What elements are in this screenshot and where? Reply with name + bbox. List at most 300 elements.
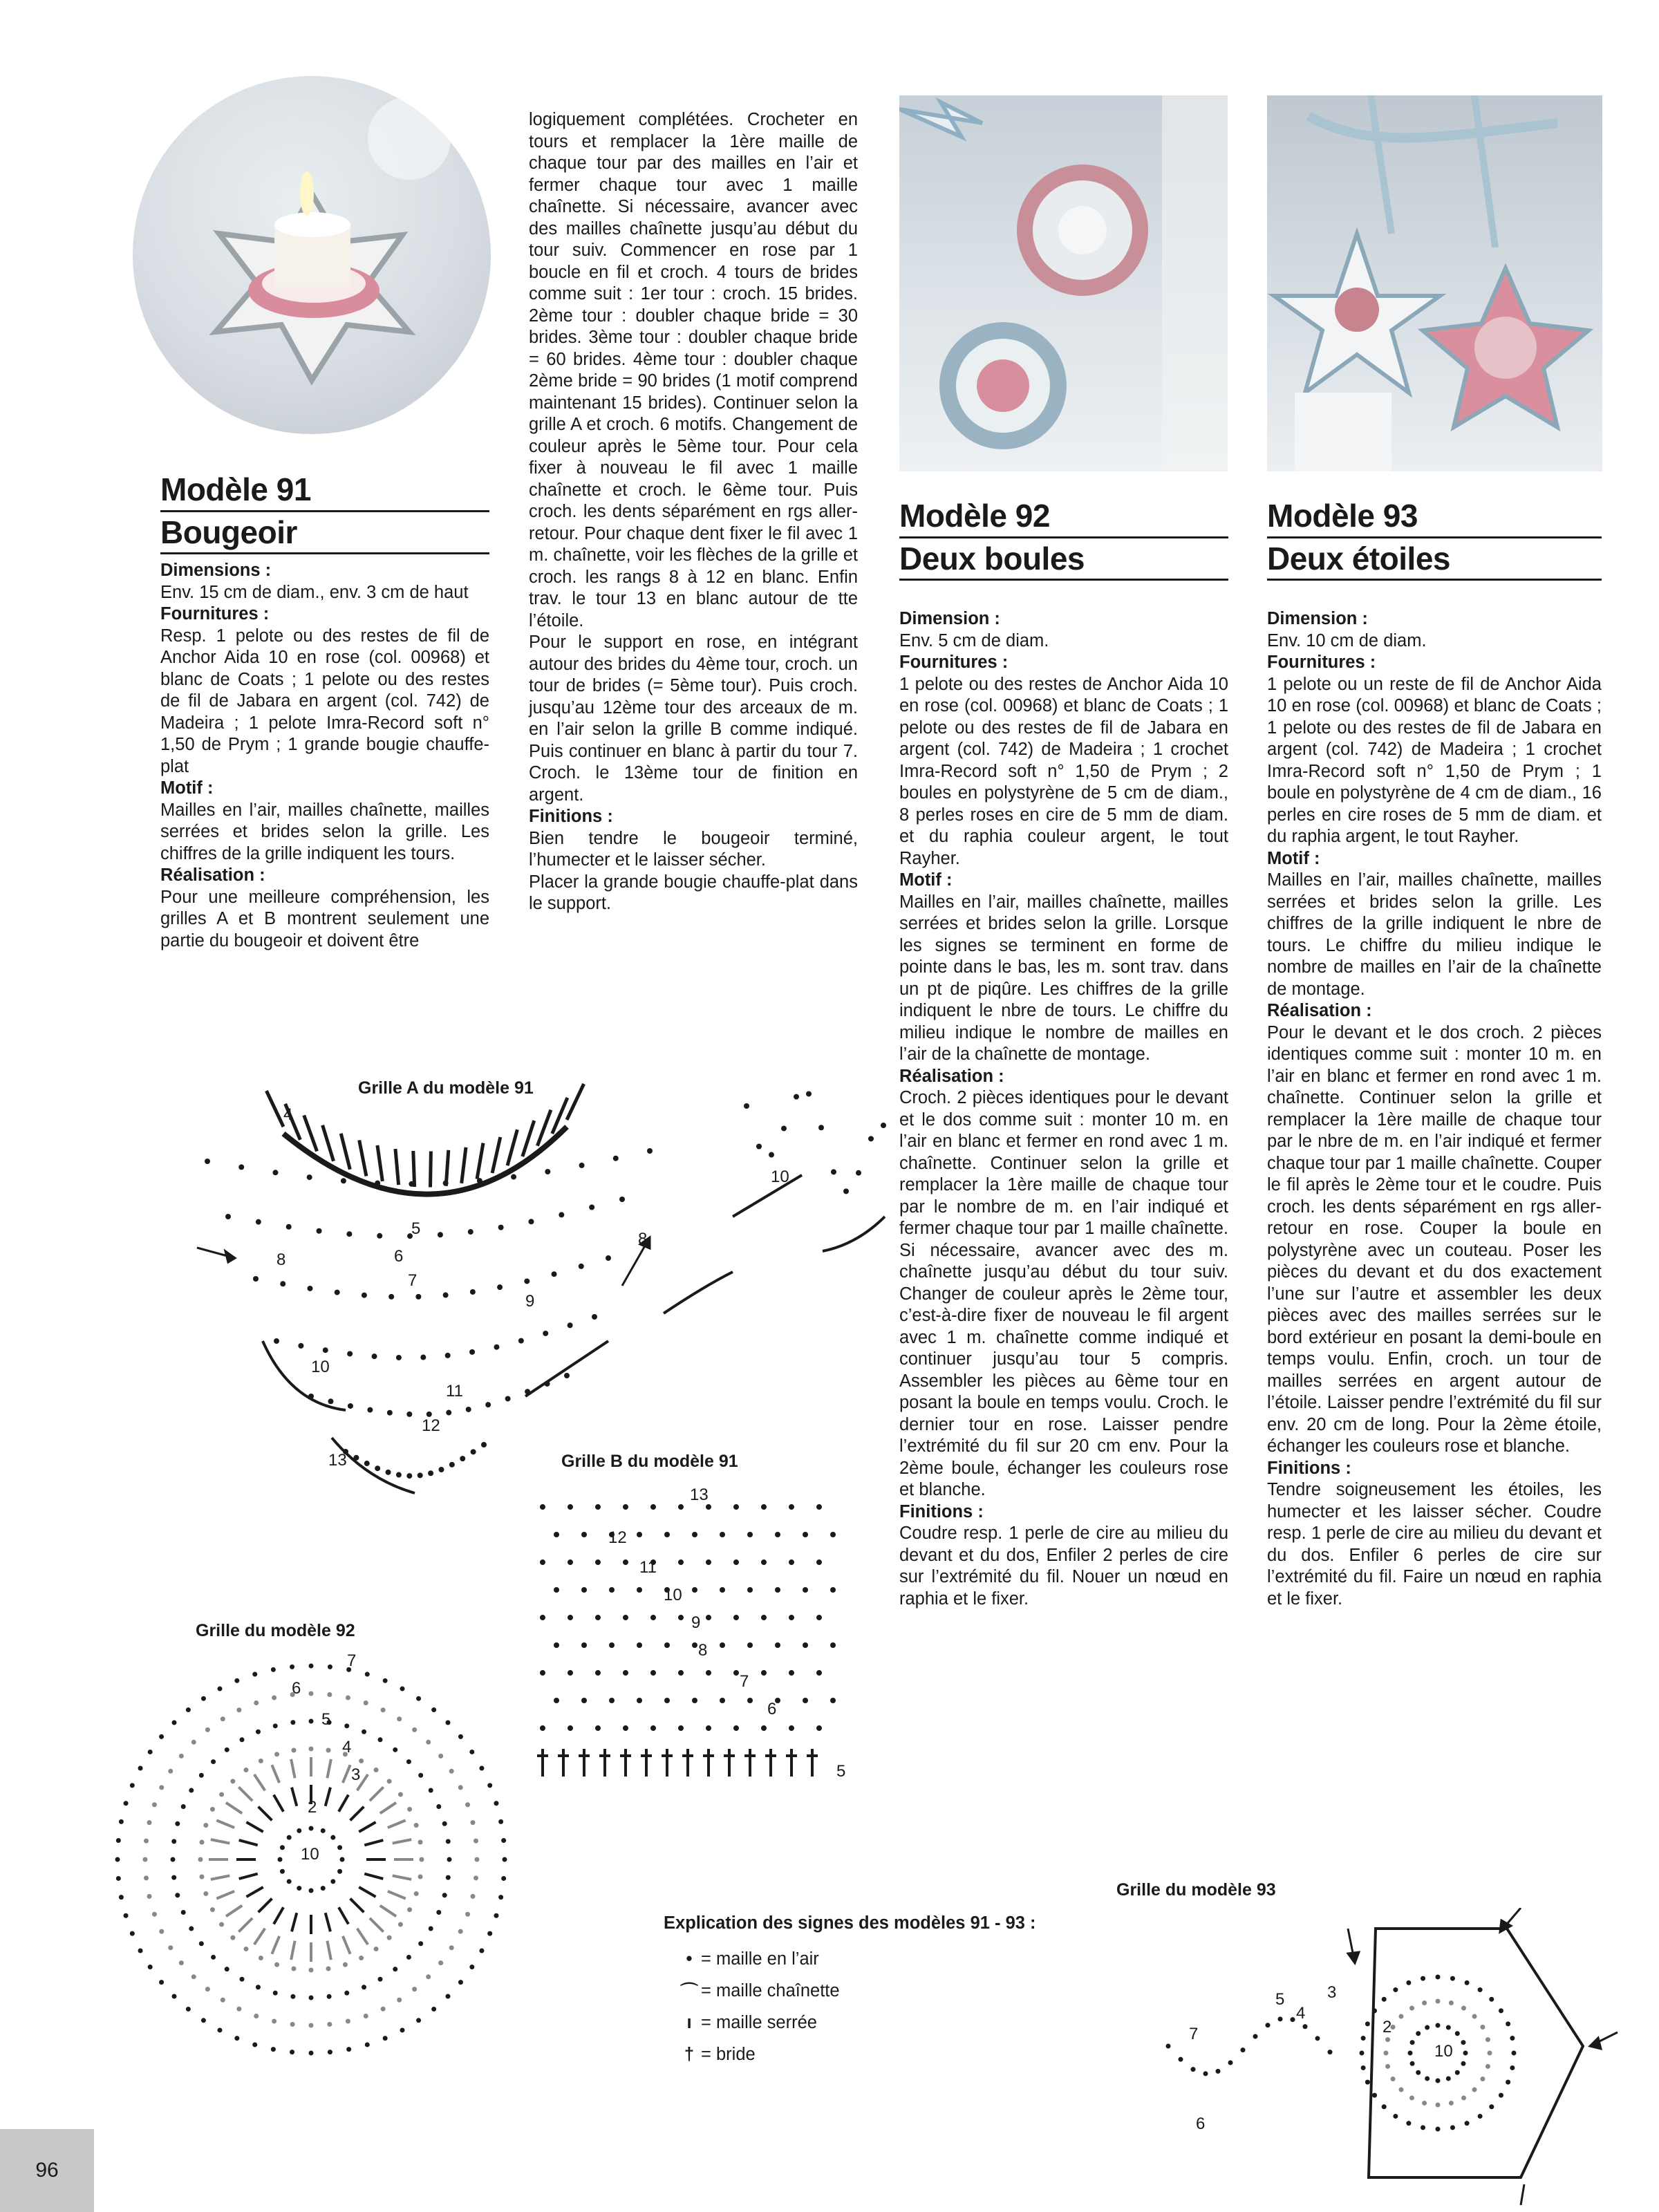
chain-stitch-dot [747,1642,753,1648]
stitch-dot [381,1707,386,1712]
stitch-dot [1365,2080,1370,2085]
legend-symbol-icon: ı [686,2012,692,2032]
stitch-line [326,1913,330,1931]
stitch-line [238,1787,252,1801]
stitch-dot [431,1707,436,1712]
chain-stitch-dot [744,1103,749,1109]
stitch-dot [465,1802,470,1807]
chain-stitch-dot [552,1271,557,1277]
chain-stitch-dot [595,1559,601,1565]
chain-stitch-dot [692,1587,697,1593]
stitch-line [239,1840,258,1845]
stitch-dot [144,1839,149,1844]
stitch-dot [475,1857,480,1862]
legend-label: = maille chaînette [701,1980,840,2000]
chain-stitch-dot [307,1286,312,1291]
m92-para-8: Finitions : [899,1501,984,1521]
stitch-dot [337,1845,342,1850]
stitch-dot [203,1823,208,1828]
stitch-dot [116,1876,121,1881]
stitch-dot [1436,2127,1441,2132]
legend [664,1913,1092,2070]
stitch-dot [186,2007,191,2012]
chain-stitch-dot [692,1698,697,1703]
stitch-dot [225,1747,229,1752]
grille-a-number: 10 [771,1168,789,1186]
m91-title [160,470,489,554]
chain-stitch-dot [589,1204,594,1210]
stitch-dot [501,1876,506,1881]
stitch-dot [1461,2061,1465,2066]
stitch-dot [290,2050,294,2054]
stitch-dot [328,2050,332,2054]
stitch-dot [171,1839,176,1844]
m91-col1-para-7: Pour une meilleure compréhension, les grilles A et B montrent seulement une partie du bougeoir et doivent être [160,887,489,950]
m91-col2-para-0: logiquement complétées. Crocheter en tours et remplacer la 1ère maille de chaque tour par des mailles en l’air et fermer chaque tour avec 1 maille chaînette. Si nécessaire, avancer avec des mailles chaînette jusqu’au début du tour suiv. Commencer en rose par 1 boucle en fil et croch. 4 tours de brides comme suit : 1er tour : croch. 15 brides. 2ème tour : doubler chaque bride = 30 brides. 3ème tour : doubler chaque bride = 60 brides. 4ème tour : doubler chaque 2ème bride = 90 brides (1 motif comprend maintenant 15 brides). Continuer selon la grille A et croch. 6 motifs. Changement de couleur après le 5ème tour. Pour cela fixer à nouveau le fil avec 1 maille chaînette et croch. le 6ème tour. Puis croch. les dents séparément en rgs aller-retour. Pour chaque dent fixer le fil avec 1 m. chaînette, voir les flèches de la grille et croch. les rangs 8 à 12 en blanc. Enfin trav. le tour 13 en blanc autour de tte l’étoile. [529,110,858,630]
stitch-dot [426,1974,431,1979]
chain-stitch-dot [803,1587,808,1593]
chain-stitch-dot [420,1355,426,1360]
grille-b-number: 11 [639,1558,657,1577]
stitch-line [327,1759,330,1778]
grille-a-number: 6 [394,1247,404,1266]
stitch-dot [412,1727,417,1732]
stitch-dot [1485,2064,1490,2069]
stitch-dot [374,1768,379,1772]
stitch-dot [1203,2071,1208,2076]
stitch-dot [175,1893,180,1897]
chain-stitch-dot [445,1353,451,1358]
grille-a-number: 4 [283,1105,293,1124]
stitch-dot [1393,2114,1398,2119]
stitch-line [238,1918,252,1932]
stitch-dot [470,1894,475,1899]
chain-stitch-dot [581,1532,587,1537]
stitch-dot [1361,2065,1366,2070]
chain-stitch-dot [286,1224,292,1230]
chain-stitch-dot [789,1504,794,1510]
stitch-dot [1461,2040,1465,2045]
stitch-dot [387,1779,392,1783]
stitch-line [239,1874,258,1879]
stitch-dot [1463,2051,1468,2056]
stitch-line [291,1941,294,1960]
stitch-dot [362,1730,366,1734]
chain-stitch-dot [528,1219,534,1224]
stitch-dot [346,2018,350,2023]
chain-stitch-dot [256,1219,261,1225]
stitch-dot [1450,2125,1455,2130]
stitch-dot [321,1886,326,1891]
stitch-dot [1436,2103,1441,2108]
m92-para-9: Coudre resp. 1 perle de cire au milieu du devant et du dos, Enfiler 2 perles de cire sur l’extrémité du fil. Nouer un nœud en raphia et le fixer. [899,1524,1228,1609]
stitch-dot [272,1696,276,1700]
chain-stitch-dot [775,1532,780,1537]
stitch-dot [272,2018,276,2023]
legend-symbol-icon: ⌒ [680,1983,698,2002]
stitch-dot [503,1857,507,1862]
grille-b-number: 6 [767,1700,777,1718]
m92-para-5: Mailles en l’air, mailles chaînette, mailles serrées et brides selon la grille. Lorsque les signes se terminent en forme de pointe dans le bas, les m. sont trav. dans un pt de piqûre. Les chiffres de la grille indiquent le nbre de tours. Le chiffre du milieu indique le nombre de mailles en l’air de la chaînette de montage. [899,892,1228,1064]
stitch-dot [203,1891,208,1896]
chain-stitch-dot [733,1504,739,1510]
chain-stitch-dot [428,1470,433,1476]
stitch-line [216,1820,234,1828]
m91-col1-para-0: Dimensions : [160,561,272,580]
stitch-dot [297,1828,301,1833]
stitch-line [370,1787,384,1801]
stitch-line [339,1794,348,1811]
chain-stitch-dot [540,1615,545,1620]
chain-stitch-dot [692,1532,697,1537]
grille-92-number: 5 [321,1710,331,1729]
stitch-dot [1372,2008,1377,2013]
stitch-dot [280,1869,285,1874]
stitch-dot [414,1891,419,1896]
stitch-dot [221,1716,225,1721]
stitch-dot [119,1819,124,1824]
stitch-dot [445,1721,450,1725]
stitch-dot [438,1960,443,1965]
chain-stitch-dot [747,1532,753,1537]
chain-stitch-dot [328,1398,333,1404]
balls-illustration [899,95,1228,471]
stitch-dot [1472,2088,1477,2092]
stitch-dot [124,1913,129,1918]
stitch-dot [309,1996,314,2000]
stitch-dot [172,1721,177,1725]
m93-para-5: Mailles en l’air, mailles chaînette, mailles serrées et brides selon la grille. Les chiffres de la grille indiquent le nbre de tours. Le chiffre du milieu indique le nombre de mailles en l’air de la chaînette de montage. [1267,870,1602,999]
treble-stitch [413,1151,415,1187]
treble-stitch [266,1091,283,1127]
stitch-dot [438,1754,443,1759]
chain-stitch-dot [477,1178,482,1183]
chain-stitch-dot [298,1343,303,1349]
chain-stitch-dot [415,1294,421,1300]
chain-stitch-dot [468,1229,474,1235]
chain-stitch-dot [706,1670,711,1676]
stitch-dot [1446,2076,1451,2081]
chain-stitch-dot [623,1504,628,1510]
stitch-dot [159,1785,164,1790]
chain-stitch-dot [386,1470,391,1475]
stitch-dot [181,1804,186,1809]
stitch-dot [1436,2079,1441,2083]
stitch-dot [309,2023,314,2028]
chain-stitch-dot [706,1725,711,1731]
chain-stitch-dot [720,1587,725,1593]
stitch-dot [393,1747,397,1752]
stitch-dot [168,1945,173,1950]
stitch-dot [416,1696,421,1701]
chain-stitch-dot [789,1725,794,1731]
stitch-dot [1315,2036,1320,2041]
chain-stitch-dot [816,1725,822,1731]
stitch-dot [1278,2016,1283,2021]
stitch-dot [186,1707,191,1712]
stitch-dot [148,1965,153,1969]
stitch-dot [274,1962,279,1967]
stitch-dot [1191,2067,1196,2072]
stitch-dot [446,1839,451,1844]
stitch-dot [327,1994,332,1999]
stitch-dot [1328,2050,1333,2054]
stitch-dot [393,1967,397,1971]
grille-b-diagram [532,1479,864,1804]
stitch-dot [429,1788,433,1793]
stitch-dot [159,1929,164,1934]
stitch-dot [152,1912,157,1917]
chain-stitch-dot [623,1725,628,1731]
chain-stitch-dot [816,1670,822,1676]
stitch-dot [1461,2006,1466,2011]
stitch-dot [364,1700,368,1705]
chain-stitch-dot [341,1178,346,1183]
chain-stitch-dot [775,1642,780,1648]
chain-stitch-dot [335,1290,340,1295]
chain-stitch-dot [568,1559,573,1565]
stitch-dot [273,1991,278,1996]
stitch-dot [221,1998,225,2003]
stitch-dot [418,1773,423,1778]
stitch-dot [259,1956,263,1960]
chain-stitch-dot [678,1504,684,1510]
stitch-dot [1499,2093,1503,2098]
chain-stitch-dot [650,1504,656,1510]
stitch-dot [1449,2000,1454,2005]
m93-title [1267,496,1602,581]
stitch-dot [359,1956,364,1960]
stitch-dot [1410,2061,1415,2066]
stars-illustration [1267,95,1602,471]
two-balls-photo [899,95,1228,471]
stitch-dot [1416,2031,1421,2036]
chain-stitch-dot [818,1125,824,1130]
stitch-dot [1449,2101,1454,2106]
m91-col2-para-3: Bien tendre le bougeoir terminé, l’humecter et le laisser sécher. [529,828,858,870]
grille-b-numbers [608,1485,845,1781]
stitch-dot [346,1696,350,1700]
m92-title-name: Deux boules [899,541,1085,577]
stitch-dot [199,1839,204,1844]
stitch-dot [498,1895,503,1900]
stitch-dot [326,1747,331,1752]
chain-stitch-dot [317,1228,322,1234]
stitch-dot [494,1913,498,1918]
stitch-dot [290,2022,295,2027]
grille-b-number: 10 [664,1586,682,1604]
stitch-dot [218,2027,223,2032]
chain-stitch-dot [387,1410,393,1416]
stitch-line [339,1907,348,1924]
stitch-dot [1465,1980,1470,1985]
stitch-dot [159,1734,164,1739]
chain-stitch-dot [747,1587,753,1593]
chain-stitch-dot [650,1670,656,1676]
stitch-line [246,1822,263,1832]
stitch-dot [400,2027,404,2032]
stitch-dot [201,2018,206,2023]
chain-stitch-dot [396,1355,402,1360]
stitch-dot [406,1955,411,1960]
stitch-line [327,1941,330,1960]
stitch-dot [181,1910,186,1915]
stitch-dot [273,1723,278,1728]
grille-92-caption: Grille du modèle 92 [196,1621,355,1640]
treble-stitch [462,1147,466,1183]
stitch-dot [1384,2051,1389,2056]
chain-stitch-dot [613,1156,619,1161]
stitch-dot [420,1857,424,1862]
stitch-dot [1478,1987,1483,1992]
m92-para-2: Fournitures : [899,653,1009,672]
chain-stitch-dot [307,1174,312,1180]
chain-stitch-dot [637,1532,642,1537]
stitch-line [254,1774,265,1790]
stitch-dot [344,1723,349,1728]
chain-stitch-dot [733,1725,739,1731]
chain-stitch-dot [347,1351,353,1356]
stitch-line [388,1891,406,1899]
chain-stitch-dot [647,1148,653,1154]
stitch-line [259,1899,272,1913]
stitch-dot [445,1994,450,1998]
stitch-dot [414,1823,419,1828]
stitch-dot [138,1766,143,1771]
chain-stitch-dot [511,1174,516,1180]
stitch-dot [1410,2040,1415,2045]
grille-a-number: 12 [422,1416,440,1435]
stitch-dot [309,1747,314,1752]
grille-93-number: 6 [1196,2115,1206,2133]
stitch-dot [205,1987,210,1991]
chain-stitch-dot [280,1281,285,1286]
stitch-dot [1409,2006,1414,2011]
stitch-dot [426,1740,431,1745]
stitch-dot [1216,2069,1221,2074]
chain-stitch-dot [362,1293,367,1298]
stitch-dot [337,1869,342,1874]
stitch-dot [130,1931,135,1936]
chain-stitch-dot [830,1587,836,1593]
m91-col1-para-4: Motif : [160,778,214,798]
stitch-dot [431,2007,436,2012]
chain-stitch-dot [781,1125,787,1131]
chain-stitch-dot [664,1532,670,1537]
chain-stitch-dot [609,1698,615,1703]
stitch-dot [1291,2017,1295,2022]
stitch-dot [407,1907,412,1912]
stitch-dot [236,1707,241,1712]
stitch-dot [218,1687,223,1691]
stitch-dot [225,1967,229,1971]
stitch-dot [474,1875,478,1880]
stitch-dot [189,1927,194,1931]
chain-stitch-dot [274,1338,279,1344]
stitch-dot [1382,2104,1387,2109]
chain-stitch-dot [761,1559,767,1565]
chain-stitch-dot [579,1264,584,1269]
stitch-line [246,1887,263,1897]
stitch-dot [172,1994,177,1998]
chain-stitch-dot [568,1504,573,1510]
chain-stitch-dot [418,1472,423,1478]
grille-93-number: 3 [1327,1983,1337,2002]
chain-stitch-dot [581,1698,587,1703]
stitch-dot [412,1987,417,1991]
stitch-line [272,1936,279,1954]
stitch-dot [1499,2008,1503,2013]
stitch-dot [309,1719,314,1724]
stitch-dot [1489,2104,1494,2109]
stitch-line [393,1839,411,1843]
chain-stitch-dot [769,1152,774,1158]
stitch-dot [1391,2077,1396,2081]
stitch-dot [297,1886,301,1891]
stitch-dot [447,1857,452,1862]
grille-93-number: 7 [1189,2025,1199,2043]
stitch-line [343,1765,350,1783]
stitch-dot [346,2047,351,2052]
stitch-dot [219,1792,224,1797]
grille-92-number: 4 [342,1738,352,1756]
stitch-dot [1510,2065,1515,2070]
stitch-dot [1409,2095,1414,2100]
chain-stitch-dot [623,1615,628,1620]
chain-stitch-dot [606,1255,611,1261]
treble-stitch [304,1115,317,1151]
chain-stitch-dot [543,1331,548,1336]
grille-a-number: 8 [638,1230,648,1248]
stitch-dot [116,1838,121,1843]
stitch-dot [1461,2095,1466,2100]
treble-stitch [395,1149,399,1185]
chain-stitch-dot [623,1559,628,1565]
stitch-dot [1303,2024,1308,2029]
grille-b-number: 12 [608,1528,627,1547]
stitch-dot [234,1678,239,1683]
stitch-line [272,1765,279,1783]
stitch-dot [365,2042,370,2047]
m91-col2-para-1: Pour le support en rose, en intégrant autour des brides du 4ème tour, croch. un tour de brides (= 5ème tour). Puis croch. jusqu’au 12ème tour des arceaux de m. en l’air selon la grille B comme indiqué. Puis continuer en blanc à partir du tour 7. Croch. le 13ème tour de finition en argent. [529,632,858,805]
stitch-dot [1489,1997,1494,2002]
chain-stitch-dot [485,1402,491,1407]
chain-stitch-dot [706,1615,711,1620]
stitch-dot [494,1801,498,1806]
legend-label: = bride [701,2044,756,2064]
stitch-dot [147,1894,152,1899]
chain-stitch-dot [497,1284,503,1290]
chain-stitch-dot [609,1587,615,1593]
stitch-dot [199,1941,204,1946]
stitch-dot [144,1875,149,1880]
chain-stitch-dot [595,1725,601,1731]
stitch-line [393,1875,411,1879]
treble-stitch [567,1084,584,1120]
chain-stitch-dot [637,1587,642,1593]
stitch-dot [436,1910,441,1915]
grille-92-numbers [292,1652,360,1864]
chain-stitch-dot [761,1615,767,1620]
treble-stitch [492,1137,500,1173]
chain-stitch-dot [481,1442,487,1447]
chain-stitch-dot [446,1410,451,1416]
stitch-line [380,1803,396,1814]
chain-stitch-dot [438,1467,444,1472]
stitch-dot [397,1716,402,1721]
chain-stitch-dot [524,1278,529,1284]
chain-stitch-dot [568,1725,573,1731]
